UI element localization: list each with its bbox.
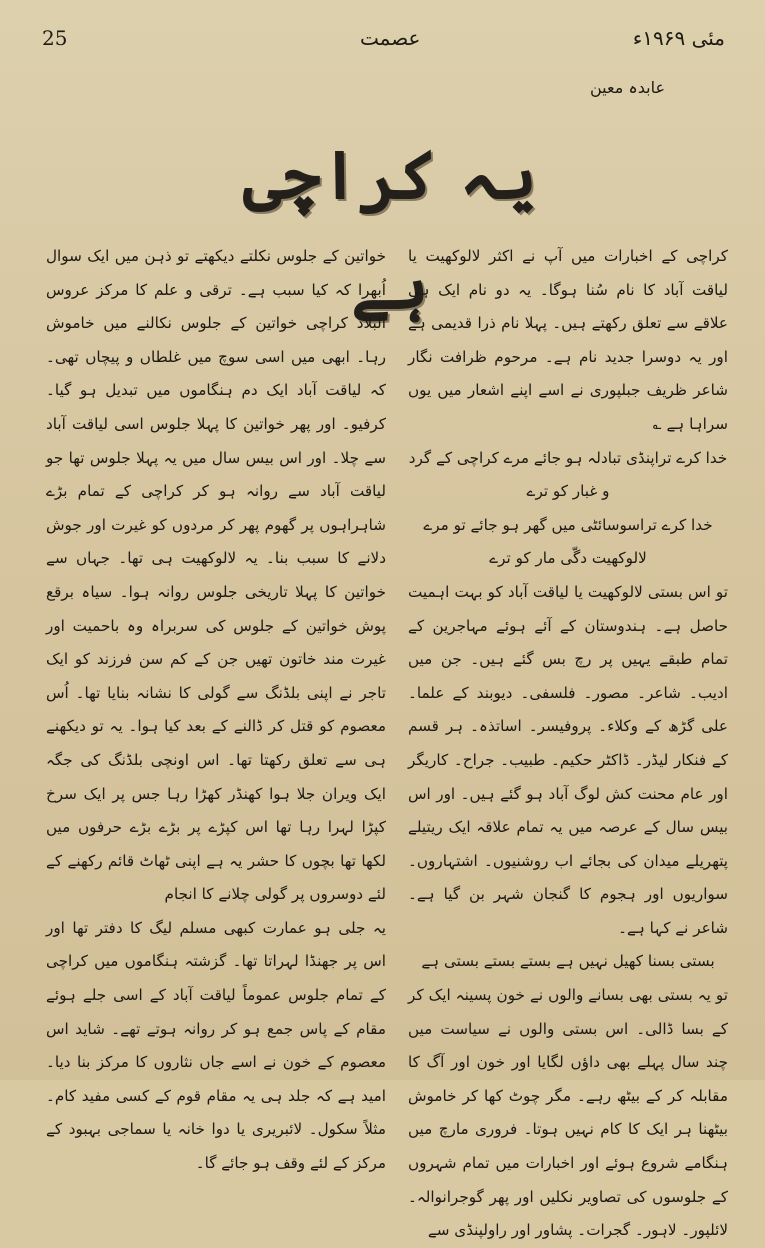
article-title: یہ کراچی ہے <box>243 136 537 324</box>
left-paragraph-1: خواتین کے جلوس نکلتے دیکھتے تو ذہن میں ایک سوال اُبھرا کہ کیا سبب ہے۔ ترقی و علم کا مرکز عروس البلاد کراچی خواتین کے جلوس نکالنے میں خاموش رہا۔ ابھی میں اسی سوچ میں غلطاں و پیچاں تھی۔ کہ لیاقت آباد ایک دم ہنگاموں میں تبدیل ہو گیا۔ کرفیو۔ اور پھر خواتین کا پہلا جلوس اسی لیاقت آباد سے چلا۔ اور اس بیس سال میں یہ پہلا جلوس تھا جو لیاقت آباد سے روانہ ہو کر کراچی کے تمام بڑے شاہراہوں پر گھوم پھر کر مردوں کو غیرت اور جوش دلانے کا سبب بنا۔ یہ لالوکھیت ہی تھا۔ جہاں سے خواتین کا پہلا تاریخی جلوس روانہ ہوا۔ سیاہ برقع پوش خواتین کے جلوس کی سربراہ وہ باحمیت اور غیرت مند خاتون تھیں جن کے کم سن فرزند کو ایک تاجر نے اپنی بلڈنگ سے گولی کا نشانہ بنایا تھا۔ اُس معصوم کو قتل کر ڈالنے کے بعد کیا ہوا۔ یہ تو دیکھنے ہی سے تعلق رکھتا تھا۔ اس اونچی بلڈنگ کی جگہ ایک ویران جلا ہوا کھنڈر کھڑا رہا جس پر ایک سرخ کپڑا لہرا رہا تھا اس کپڑے پر بڑے بڑے حرفوں میں لکھا تھا بچوں کا حشر یہ ہے اپنی ٹھاٹ قائم رکھنے کے لئے دوسروں پر گولی چلانے کا انجام <box>46 247 386 904</box>
right-column <box>408 240 728 1248</box>
left-paragraph-2: یہ جلی ہو عمارت کبھی مسلم لیگ کا دفتر تھا اور اس پر جھنڈا لہراتا تھا۔ گزشتہ ہنگاموں میں کراچی کے تمام جلوس عموماً لیاقت آباد کے اسی جلے ہوئے مقام کے پاس جمع ہو کر روانہ ہوتے تھے۔ شاید اس معصوم کے خون نے اسے جاں نثاروں کا مرکز بنا دیا۔ امید ہے کہ جلد ہی یہ مقام قوم کے کسی مفید کام۔ مثلاً سکول۔ لائبریری یا دوا خانہ یا سماجی بہبود کے مرکز کے لئے وقف ہو جائے گا۔ <box>46 918 386 1173</box>
intro-paragraph: کراچی کے اخبارات میں آپ نے اکثر لالوکھیت یا لیاقت آباد کا نام سُنا ہوگا۔ یہ دو نام ایک ہی علاقے سے تعلق رکھتے ہیں۔ پہلا نام ذرا قدیمی ہے اور یہ دوسرا جدید نام ہے۔ مرحوم ظرافت نگار شاعر ظریف جبلپوری نے اسے اپنے اشعار میں یوں سراہا ہے ؎ <box>408 247 728 433</box>
magazine-name: عصمت <box>360 26 421 50</box>
body-paragraph: تو اس بستی لالوکھیت یا لیاقت آباد کو بہت اہمیت حاصل ہے۔ ہندوستان کے آئے ہوئے مہاجرین کے تمام طبقے یہیں پر رچ بس گئے ہیں۔ جن میں ادیب۔ شاعر۔ مصور۔ فلسفی۔ دیوبند کے علما۔ علی گڑھ کے وکلاء۔ پروفیسر۔ اساتذہ۔ ہر قسم کے فنکار لیڈر۔ ڈاکٹر حکیم۔ طبیب۔ جراح۔ کاریگر اور عام محنت کش لوگ آباد ہو گئے ہیں۔ اور اس بیس سال کے عرصہ میں یہ تمام علاقہ ایک ریتیلے پتھریلے میدان کی بجائے اب روشنیوں۔ اشتہاروں۔ سواریوں اور ہجوم کا گنجان شہر بن گیا ہے۔ شاعر نے کہا ہے۔ <box>408 582 728 937</box>
verse-line: خدا کرے تراسوسائٹی میں گھر ہو جائے تو مرے لالوکھیت دگّی مار کو ترے <box>423 515 713 568</box>
author-name: عابدہ معین <box>589 78 665 97</box>
verse-block <box>408 442 728 576</box>
left-column <box>46 240 386 1181</box>
issue-date: مئی ۱۹۶۹ء <box>632 26 725 50</box>
page-number: 25 <box>42 26 68 50</box>
quote-line: بستی بسنا کھیل نہیں ہے بستے بستے بستی ہے <box>421 952 715 971</box>
closing-paragraph: تو یہ بستی بھی بسانے والوں نے خون پسینہ ایک کر کے بسا ڈالی۔ اس بستی والوں نے سیاست میں چند سال پہلے بھی داؤں لگایا اور خون اور آگ کا مقابلہ کر کے بیٹھ رہے۔ مگر چوٹ کھا کر خاموش بیٹھنا ہر ایک کا کام نہیں ہوتا۔ فروری مارچ میں ہنگامے شروع ہوئے اور اخبارات میں تمام شہروں کے جلوسوں کی تصاویر نکلیں اور پھر گوجرانوالہ۔ لائلپور۔ لاہور۔ گجرات۔ پشاور اور راولپنڈی سے <box>408 986 728 1240</box>
verse-line: خدا کرے تراپنڈی تبادلہ ہو جائے مرے کراچی کے گرد و غبار کو ترے <box>408 448 728 501</box>
